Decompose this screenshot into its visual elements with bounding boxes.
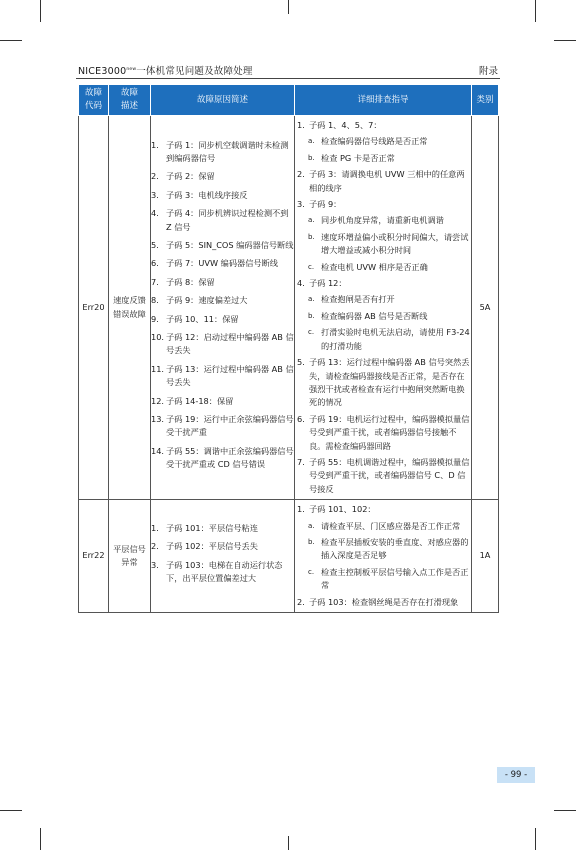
step-marker: 6. xyxy=(297,413,305,424)
crop-mark xyxy=(535,0,536,22)
cause-number: 8. xyxy=(151,295,159,306)
step-marker: 5. xyxy=(297,357,305,368)
fault-causes xyxy=(151,500,295,613)
crop-mark xyxy=(40,0,41,22)
guide-substep xyxy=(295,261,471,274)
step-marker: 3. xyxy=(297,199,305,210)
cause-item xyxy=(151,207,294,234)
fault-category: 1A xyxy=(472,500,499,613)
step-marker: a. xyxy=(308,295,315,304)
guide-substep xyxy=(295,152,471,165)
cause-number: 1. xyxy=(151,139,159,150)
cause-text: 子码 101：平层信号粘连 xyxy=(166,522,258,533)
cause-number: 12. xyxy=(151,395,165,406)
cause-item xyxy=(151,276,294,289)
step-marker: b. xyxy=(308,311,315,320)
step-text: 检查 PG 卡是否正常 xyxy=(321,152,395,163)
crop-mark xyxy=(554,40,576,41)
cause-number: 14. xyxy=(151,445,165,456)
crop-mark xyxy=(554,810,576,811)
page-header-title xyxy=(78,63,253,77)
cause-item xyxy=(151,413,294,440)
crop-mark xyxy=(288,0,289,14)
header-title-sup: new xyxy=(126,66,137,72)
step-marker: c. xyxy=(308,262,315,271)
troubleshooting-guide xyxy=(295,116,472,500)
step-marker: 2. xyxy=(297,169,305,180)
cause-item xyxy=(151,363,294,390)
step-marker: c. xyxy=(308,328,315,337)
guide-step xyxy=(295,503,471,516)
guide-step xyxy=(295,356,471,410)
cause-item xyxy=(151,239,294,252)
cause-text: 子码 13：运行过程中编码器 AB 信号丢失 xyxy=(166,363,294,388)
cause-text: 子码 1：同步机空载调谐时未检测到编码器信号 xyxy=(166,139,289,163)
step-marker: 2. xyxy=(297,596,305,607)
cause-number: 2. xyxy=(151,171,159,182)
fault-code: Err22 xyxy=(79,500,109,613)
step-text: 检查编码器信号线路是否正常 xyxy=(321,136,428,147)
guide-step xyxy=(295,456,471,496)
step-marker: b. xyxy=(308,232,315,241)
page-number: - 99 - xyxy=(497,767,535,783)
fault-table xyxy=(78,84,499,613)
step-text: 速度环增益偏小或积分时间偏大，请尝试增大增益或减小积分时间 xyxy=(321,231,469,256)
cause-item xyxy=(151,189,294,202)
step-text: 子码 12： xyxy=(309,278,347,289)
cause-number: 6. xyxy=(151,258,159,269)
cause-text: 子码 5：SIN_COS 编码器信号断线 xyxy=(166,239,294,250)
guide-step xyxy=(295,168,471,195)
step-text: 检查平层插板安装的垂直度、对感应器的插入深度是否足够 xyxy=(321,536,469,561)
col-header-detail: 详细排查指导 xyxy=(295,85,472,116)
troubleshooting-guide xyxy=(295,500,472,613)
guide-step xyxy=(295,119,471,132)
step-text: 子码 103：检查钢丝绳是否存在打滑现象 xyxy=(309,596,459,607)
cause-text: 子码 4：同步机辨识过程检测不到 Z 信号 xyxy=(166,208,289,232)
cause-item xyxy=(151,170,294,183)
col-header-category: 类别 xyxy=(472,85,499,116)
step-marker: 4. xyxy=(297,278,305,289)
cause-text: 子码 10、11：保留 xyxy=(166,313,239,324)
step-marker: 1. xyxy=(297,120,305,130)
guide-substep xyxy=(295,310,471,323)
cause-number: 7. xyxy=(151,276,159,287)
step-text: 子码 19：电机运行过程中，编码器模拟量信号受到严重干扰，或者编码器信号接触不良。需检查编码器回路 xyxy=(309,413,470,451)
guide-substep xyxy=(295,214,471,227)
cause-item xyxy=(151,395,294,408)
col-header-code: 故障 代码 xyxy=(79,85,109,116)
guide-step xyxy=(295,596,471,609)
step-text: 子码 55：电机调谐过程中，编码器模拟量信号受到严重干扰，或者编码器信号 C、D 信号接反 xyxy=(309,456,470,494)
cause-text: 子码 102：平层信号丢失 xyxy=(166,541,258,552)
cause-item xyxy=(151,540,294,553)
guide-substep xyxy=(295,566,471,593)
cause-text: 子码 12：启动过程中编码器 AB 信号丢失 xyxy=(166,331,294,356)
cause-number: 9. xyxy=(151,313,159,324)
step-text: 子码 9： xyxy=(309,199,342,210)
header-title-prefix: NICE3000 xyxy=(78,66,127,77)
cause-item xyxy=(151,294,294,307)
cause-text: 子码 19：运行中正余弦编码器信号受干扰严重 xyxy=(166,414,294,438)
crop-mark xyxy=(40,828,41,850)
cause-number: 3. xyxy=(151,189,159,200)
header-divider xyxy=(76,78,500,79)
cause-item xyxy=(151,313,294,326)
guide-substep xyxy=(295,293,471,306)
guide-substep xyxy=(295,231,471,258)
cause-number: 2. xyxy=(151,541,159,552)
col-header-cause: 故障原因简述 xyxy=(151,85,295,116)
cause-number: 5. xyxy=(151,239,159,250)
step-text: 检查主控制板平层信号输入点工作是否正常 xyxy=(321,566,469,591)
step-text: 子码 13：运行过程中编码器 AB 信号突然丢失，请检查编码器接线是否正常，是否存在强烈干扰或者检查有运行中抱闸突然断电换死的情况 xyxy=(309,357,470,408)
cause-text: 子码 9：速度偏差过大 xyxy=(166,295,248,306)
cause-text: 子码 7：UVW 编码器信号断线 xyxy=(166,258,278,269)
fault-description: 速度反馈 错误故障 xyxy=(109,116,151,500)
guide-substep xyxy=(295,135,471,148)
cause-text: 子码 2：保留 xyxy=(166,171,215,182)
step-marker: a. xyxy=(308,216,315,225)
cause-text: 子码 14-18：保留 xyxy=(166,395,234,406)
step-text: 请检查平层、门区感应器是否工作正常 xyxy=(321,520,461,531)
step-marker: 1. xyxy=(297,504,305,515)
cause-text: 子码 103：电梯在自动运行状态下，出平层位置偏差过大 xyxy=(166,559,283,583)
step-marker: 7. xyxy=(297,456,305,467)
step-text: 子码 3：请调换电机 UVW 三相中的任意两相的线序 xyxy=(309,169,465,193)
cause-number: 3. xyxy=(151,559,159,570)
step-marker: a. xyxy=(308,521,315,530)
guide-substep xyxy=(295,536,471,563)
header-title-suffix: 一体机常见问题及故障处理 xyxy=(136,66,253,77)
guide-substep xyxy=(295,326,471,353)
cause-number: 11. xyxy=(151,363,165,374)
guide-substep xyxy=(295,520,471,533)
step-marker: b. xyxy=(308,153,315,162)
cause-text: 子码 55：调谐中正余弦编码器信号受干扰严重或 CD 信号错误 xyxy=(166,445,294,470)
step-text: 检查编码器 AB 信号是否断线 xyxy=(321,310,428,321)
step-text: 子码 101、102： xyxy=(309,504,376,515)
cause-number: 1. xyxy=(151,522,159,533)
fault-description: 平层信号 异常 xyxy=(109,500,151,613)
crop-mark xyxy=(0,810,22,811)
cause-item xyxy=(151,445,294,472)
table-header-row xyxy=(79,85,499,116)
crop-mark xyxy=(535,828,536,850)
cause-item xyxy=(151,139,294,166)
cause-text: 子码 8：保留 xyxy=(166,276,215,287)
table-row xyxy=(79,500,499,613)
fault-code: Err20 xyxy=(79,116,109,500)
crop-mark xyxy=(0,40,22,41)
fault-category: 5A xyxy=(472,116,499,500)
step-marker: b. xyxy=(308,537,315,546)
cause-number: 13. xyxy=(151,414,165,425)
step-text: 检查抱闸是否有打开 xyxy=(321,294,395,305)
guide-step xyxy=(295,277,471,290)
cause-text: 子码 3：电机线序接反 xyxy=(166,189,248,200)
step-marker: a. xyxy=(308,137,315,146)
crop-mark xyxy=(288,836,289,850)
guide-step xyxy=(295,413,471,453)
page-header-section: 附录 xyxy=(478,66,498,77)
cause-item xyxy=(151,522,294,535)
fault-causes xyxy=(151,116,295,500)
cause-item xyxy=(151,257,294,270)
cause-item xyxy=(151,331,294,358)
cause-number: 4. xyxy=(151,208,159,219)
step-text: 打滑实验时电机无法启动，请使用 F3-24 的打滑功能 xyxy=(321,327,470,351)
step-marker: c. xyxy=(308,567,315,576)
step-text: 检查电机 UVW 相序是否正确 xyxy=(321,261,428,272)
step-text: 同步机角度异常，请重新电机调谐 xyxy=(321,215,444,226)
cause-item xyxy=(151,559,294,586)
col-header-name: 故障 描述 xyxy=(109,85,151,116)
guide-step xyxy=(295,198,471,211)
step-text: 子码 1、4、5、7： xyxy=(309,120,382,130)
table-row xyxy=(79,116,499,500)
cause-number: 10. xyxy=(151,331,165,342)
